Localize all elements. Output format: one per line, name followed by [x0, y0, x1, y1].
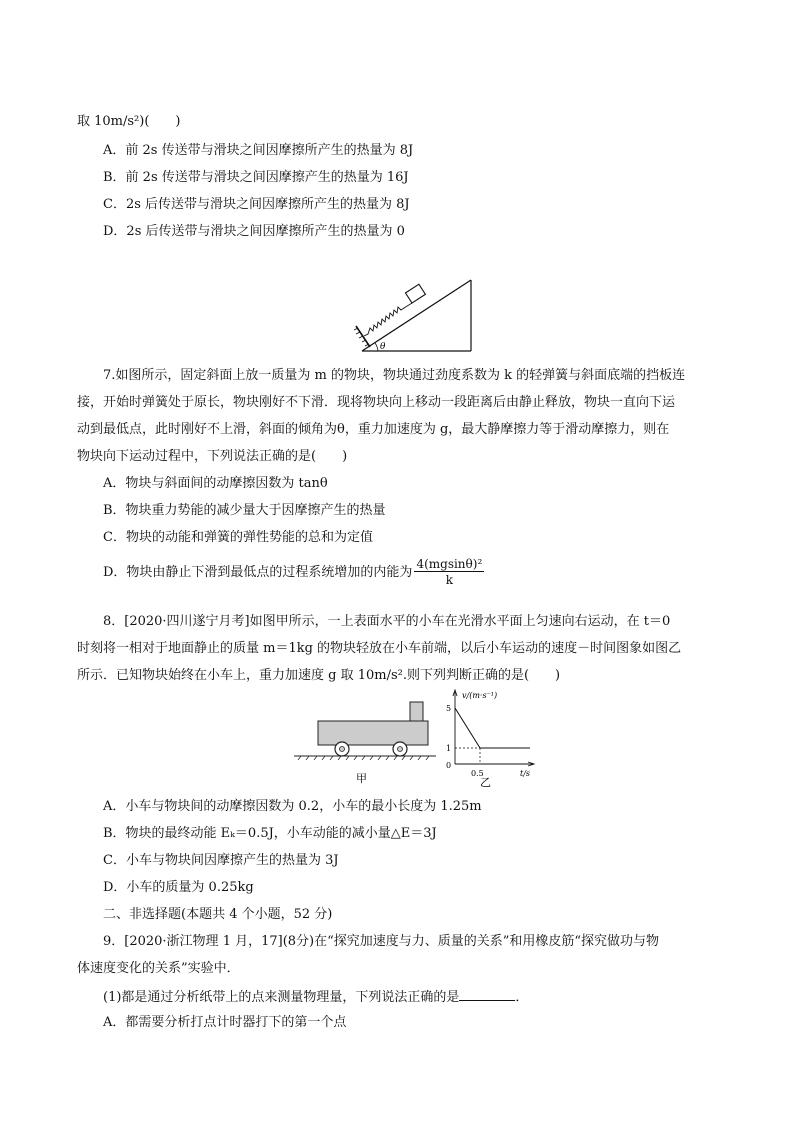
q6-stem-end: 取 10m/s²)( ): [77, 114, 181, 129]
figure-jia-label: 甲: [356, 772, 367, 785]
origin-label: 0: [446, 761, 452, 770]
q6-option-c: C．2s 后传送带与滑块之间因摩擦所产生的热量为 8J: [103, 197, 410, 212]
angle-arc: [375, 343, 378, 351]
stop-plate: [354, 326, 370, 347]
q8-figure-jia: [290, 696, 440, 788]
q8-option-d: D．小车的质量为 0.25kg: [103, 880, 254, 895]
q9-sub1-text: (1)都是通过分析纸带上的点来测量物理量，下列说法正确的是: [103, 990, 460, 1005]
q7-option-b: B．物块重力势能的减少量大于因摩擦产生的热量: [103, 503, 386, 518]
q7-stem-line-1: 7.如图所示，固定斜面上放一质量为 m 的物块，物块通过劲度系数为 k 的轻弹簧与斜面底端的挡板连: [103, 368, 686, 383]
answer-blank[interactable]: [459, 986, 515, 1001]
fraction-denominator: k: [445, 573, 453, 587]
q6-option-b: B．前 2s 传送带与滑块之间因摩擦产生的热量为 16J: [103, 170, 409, 185]
spring: [364, 303, 412, 336]
q9-sub1-end: ．: [515, 990, 529, 1005]
q6-option-a: A．前 2s 传送带与滑块之间因摩擦所产生的热量为 8J: [103, 143, 414, 158]
q7-stem-line-3: 动到最低点，此时刚好不上滑，斜面的倾角为θ，重力加速度为 g，最大静摩擦力等于滑动摩擦力，则在: [77, 422, 670, 437]
q8-option-b: B．物块的最终动能 Eₖ＝0.5J，小车动能的减小量△E＝3J: [103, 826, 437, 841]
q9-stem-line-2: 体速度变化的关系”实验中．: [77, 961, 240, 976]
q7-option-a: A．物块与斜面间的动摩擦因数为 tanθ: [103, 476, 328, 491]
y-tick-1: 1: [446, 744, 452, 753]
q7-option-d: [103, 556, 484, 590]
q8-option-c: C．小车与物块间因摩擦产生的热量为 3J: [103, 853, 339, 868]
q7-option-d-fraction: [414, 557, 484, 588]
q9-stem-line-1: 9．[2020·浙江物理 1 月，17](8分)在“探究加速度与力、质量的关系”和用橡皮筋“探究做功与物: [103, 934, 660, 949]
x-tick-0-5: 0.5: [471, 769, 484, 778]
q7-stem-line-2: 接，开始时弹簧处于原长，物块刚好不下滑．现将物块向上移动一段距离后由静止释放，物块一直向下运: [77, 395, 676, 410]
theta-label: θ: [380, 342, 386, 352]
fraction-numerator: 4(mgsinθ)²: [416, 557, 483, 571]
q7-option-d-prefix: D．物块由静止下滑到最低点的过程系统增加的内能为: [103, 565, 413, 580]
q7-incline-figure: [340, 278, 480, 358]
y-axis-label: v/(m·s⁻¹): [462, 691, 498, 700]
q7-stem-line-4: 物块向下运动过程中，下列说法正确的是( ): [77, 449, 348, 464]
block: [405, 284, 425, 303]
x-axis-label: t/s: [520, 769, 531, 778]
q8-figure-yi: [440, 686, 540, 788]
q8-option-a: A．小车与物块间的动摩擦因数为 0.2，小车的最小长度为 1.25m: [103, 799, 482, 814]
cart: [318, 702, 428, 756]
velocity-line-descending: [455, 708, 480, 748]
q8-stem-line-2: 时刻将一相对于地面静止的质量 m＝1kg 的物块轻放在小车前端，以后小车运动的速度－时间图象如图乙: [77, 641, 682, 656]
figure-yi-label: 乙: [480, 776, 491, 788]
q7-option-c: C．物块的动能和弹簧的弹性势能的总和为定值: [103, 530, 373, 545]
q6-option-d: D．2s 后传送带与滑块之间因摩擦所产生的热量为 0: [103, 224, 405, 239]
q8-stem-line-1: 8．[2020·四川遂宁月考]如图甲所示，一上表面水平的小车在光滑水平面上匀速向右运动，在 t＝0: [103, 614, 671, 629]
q9-option-a: A．都需要分析打点计时器打下的第一个点: [103, 1015, 347, 1030]
section-heading: 二、非选择题(本题共 4 个小题，52 分): [103, 907, 333, 922]
q8-stem-line-3: 所示．已知物块始终在小车上，重力加速度 g 取 10m/s².则下列判断正确的是( ): [77, 668, 561, 683]
y-tick-5: 5: [446, 704, 452, 713]
q9-sub1: [103, 986, 528, 1008]
ground: [294, 756, 436, 760]
